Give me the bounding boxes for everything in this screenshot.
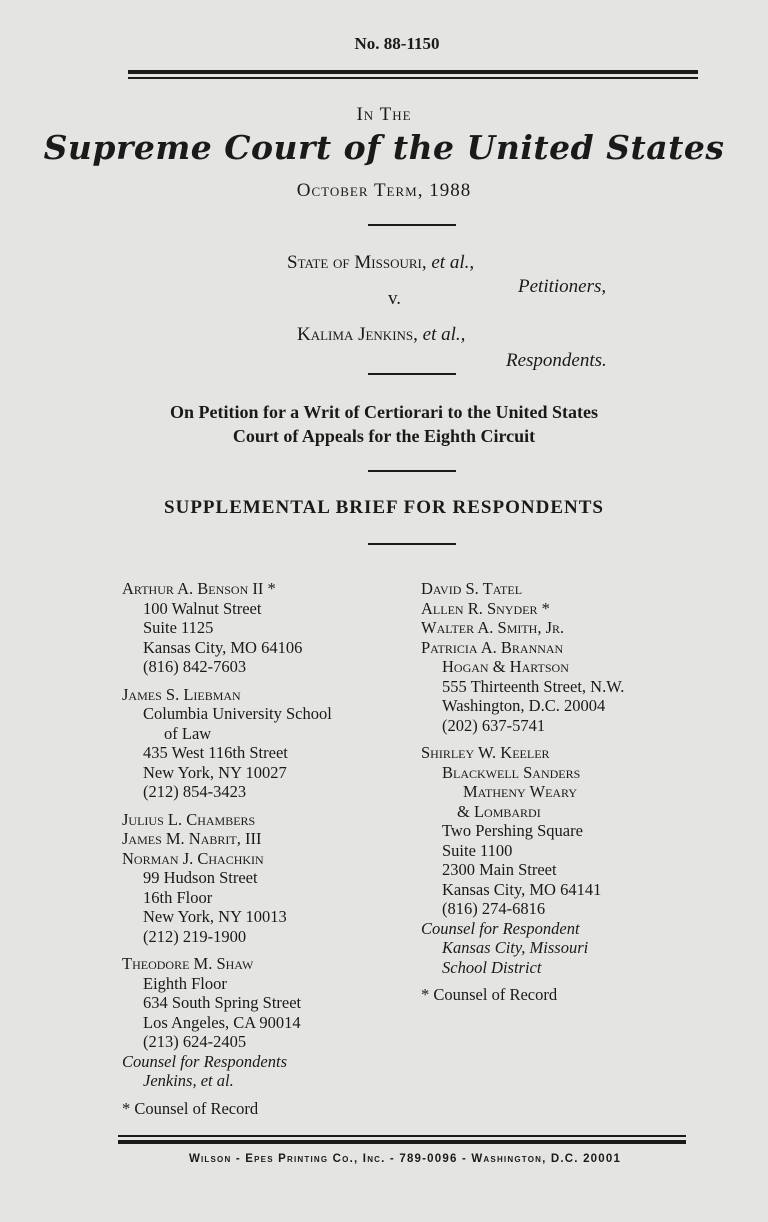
- address-line: 99 Hudson Street: [143, 868, 258, 887]
- address-line: New York, NY 10013: [143, 907, 287, 926]
- bottom-rule-thick: [118, 1140, 686, 1144]
- counsel-name: James M. Nabrit, III: [122, 829, 262, 848]
- phone-number: (202) 637-5741: [442, 715, 546, 735]
- counsel-name: Theodore M. Shaw: [122, 954, 254, 973]
- phone-number: (213) 624-2405: [143, 1032, 247, 1051]
- address-line: Kansas City, MO 64141: [442, 879, 602, 899]
- term: October Term, 1988: [296, 180, 472, 201]
- counsel-for-party: Kansas City, Missouri: [442, 938, 589, 957]
- counsel-for-label: Counsel for Respondents: [122, 1051, 287, 1071]
- address-line: 16th Floor: [143, 887, 213, 907]
- address-line: Eighth Floor: [143, 973, 227, 993]
- counsel-block-left: [122, 579, 402, 1118]
- caption-in-the: In The: [356, 104, 412, 125]
- address-line: of Law: [164, 723, 212, 743]
- counsel-name: Shirley W. Keeler: [421, 743, 550, 762]
- address-line: 100 Walnut Street: [143, 598, 262, 618]
- address-line: Kansas City, MO 64106: [143, 637, 303, 657]
- address-line: Suite 1125: [143, 618, 214, 637]
- petitioner-name: State of Missouri,: [287, 252, 427, 273]
- counsel-name: James S. Liebman: [122, 684, 241, 704]
- counsel-name: Allen R. Snyder *: [421, 598, 550, 618]
- docket-number: No. 88-1150: [354, 34, 440, 53]
- counsel-block-right: [421, 579, 721, 1005]
- address-line: Suite 1100: [442, 840, 513, 860]
- court-name: Supreme Court of the United States: [43, 128, 725, 167]
- address-line: 2300 Main Street: [442, 860, 557, 879]
- law-firm: & Lombardi: [457, 801, 541, 821]
- counsel-name: David S. Tatel: [421, 579, 523, 598]
- address-line: Washington, D.C. 20004: [442, 696, 606, 715]
- divider-3: [368, 470, 456, 472]
- divider-2: [368, 373, 456, 375]
- petitioner-line: [287, 252, 474, 274]
- law-firm: Matheny Weary: [463, 782, 578, 801]
- bottom-rule-thin: [118, 1135, 686, 1137]
- counsel-name: Arthur A. Benson II *: [122, 579, 276, 598]
- respondent-line: [297, 324, 465, 346]
- petitioner-etal: et al.,: [431, 252, 475, 273]
- counsel-name: Norman J. Chachkin: [122, 848, 264, 868]
- address-line: 435 West 116th Street: [143, 743, 288, 762]
- versus: v.: [388, 288, 402, 309]
- brief-title: SUPPLEMENTAL BRIEF FOR RESPONDENTS: [164, 497, 604, 518]
- law-firm: Blackwell Sanders: [442, 762, 581, 782]
- petition-line-2: Court of Appeals for the Eighth Circuit: [232, 426, 536, 446]
- phone-number: (816) 842-7603: [143, 657, 247, 676]
- counsel-name: Walter A. Smith, Jr.: [421, 618, 565, 637]
- phone-number: (816) 274-6816: [442, 899, 546, 918]
- top-rule-thick: [128, 70, 698, 74]
- petition-caption: [0, 400, 768, 448]
- respondent-name: Kalima Jenkins,: [297, 324, 418, 345]
- divider-1: [368, 224, 456, 226]
- law-firm: Hogan & Hartson: [442, 657, 569, 676]
- counsel-for-party: Jenkins, et al.: [143, 1071, 234, 1090]
- respondent-role: Respondents.: [506, 350, 607, 371]
- address-line: Two Pershing Square: [442, 821, 583, 840]
- printer-imprint: Wilson - Epes Printing Co., Inc. - 789-0096 - Washington, D.C. 20001: [188, 1153, 622, 1165]
- phone-number: (212) 854-3423: [143, 782, 247, 801]
- counsel-name: Julius L. Chambers: [122, 809, 256, 829]
- top-rule-thin: [128, 77, 698, 79]
- address-line: 555 Thirteenth Street, N.W.: [442, 676, 625, 696]
- counsel-of-record-note: * Counsel of Record: [421, 985, 558, 1004]
- address-line: New York, NY 10027: [143, 762, 287, 782]
- petition-line-1: On Petition for a Writ of Certiorari to the United States: [170, 402, 598, 422]
- counsel-name: Patricia A. Brannan: [421, 637, 564, 657]
- respondent-etal: et al.,: [422, 324, 466, 345]
- address-line: Los Angeles, CA 90014: [143, 1012, 301, 1032]
- divider-4: [368, 543, 456, 545]
- petitioner-role: Petitioners,: [518, 276, 607, 297]
- counsel-for-party: School District: [442, 957, 542, 977]
- address-line: 634 South Spring Street: [143, 993, 302, 1012]
- phone-number: (212) 219-1900: [143, 926, 247, 946]
- address-line: Columbia University School: [143, 704, 332, 723]
- counsel-of-record-note: * Counsel of Record: [122, 1098, 259, 1118]
- counsel-for-label: Counsel for Respondent: [421, 918, 580, 938]
